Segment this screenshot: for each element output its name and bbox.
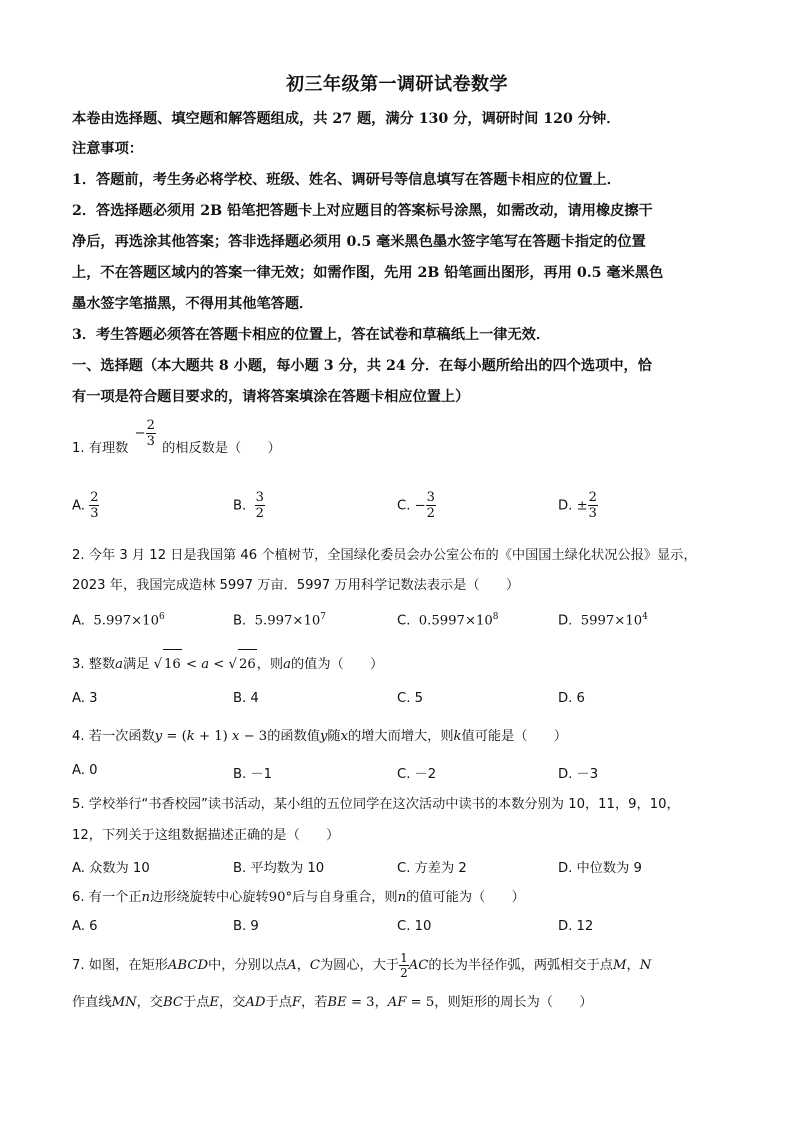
question-4-option-a: A. 0 <box>72 763 98 778</box>
question-3-option-d: D. 6 <box>558 691 585 706</box>
question-2-line-1: 2. 今年 3 月 12 日是我国第 46 个植树节，全国绿化委员会办公室公布的《中国国土绿化状况公报》显示， <box>72 548 697 563</box>
question-4-option-c: C. －2 <box>397 767 437 782</box>
notice-item-1: 1．答题前，考生务必将学校、班级、姓名、调研号等信息填写在答题卡相应的位置上． <box>72 172 621 188</box>
notice-item-2-line-3: 上，不在答题区域内的答案一律无效；如需作图，先用 2B 铅笔画出图形，再用 0.5 毫米黑色 <box>72 265 664 281</box>
question-7-line-2: 作直线MN，交BC于点E，交AD于点F，若BE = 3，AF = 5，则矩形的周长为（ ） <box>72 995 593 1010</box>
question-5-line-2: 12，下列关于这组数据描述正确的是（ ） <box>72 828 340 843</box>
question-1-option-b: B. $\frac{3}{2}$ <box>233 490 264 521</box>
question-1-option-c: C. − $\frac{3}{2}$ <box>397 490 435 521</box>
intro-line: 本卷由选择题、填空题和解答题组成，共 27 题，满分 130 分，调研时间 120 分钟． <box>72 111 621 127</box>
question-3-option-c: C. 5 <box>397 691 423 706</box>
section-header-line-2: 有一项是符合题目要求的，请将答案填涂在答题卡相应位置上） <box>72 389 470 405</box>
question-2-option-b: B. $5.997\times 10^7$ <box>233 612 326 629</box>
question-5-option-d: D. 中位数为 9 <box>558 861 642 876</box>
question-3-inequality: √ 16 < a < √ 26 <box>154 657 257 672</box>
question-4-function: y = (k + 1) x − 3 <box>154 729 268 744</box>
question-3-option-a: A. 3 <box>72 691 98 706</box>
question-6-option-a: A. 6 <box>72 919 98 934</box>
question-6-option-c: C. 10 <box>397 919 432 934</box>
question-5-option-c: C. 方差为 2 <box>397 861 467 876</box>
question-1-stem-start: 1. 有理数 <box>72 441 129 456</box>
question-1-stem-end: 的相反数是（ ） <box>162 441 281 456</box>
question-1-option-d: D. ± $\frac{2}{3}$ <box>558 490 597 521</box>
section-header-line-1: 一、选择题（本大题共 8 小题，每小题 3 分，共 24 分．在每小题所给出的四个选项中，恰 <box>72 358 652 374</box>
notice-heading: 注意事项： <box>72 141 143 157</box>
question-6-option-b: B. 9 <box>233 919 259 934</box>
question-2-option-d: D. $5997\times 10^4$ <box>558 612 648 629</box>
question-1 <box>72 417 732 469</box>
question-1-option-a: A. $\frac{2}{3}$ <box>72 490 99 521</box>
question-2-line-2: 2023 年，我国完成造林 5997 万亩．5997 万用科学记数法表示是（ ） <box>72 578 520 593</box>
question-2-option-a: A. $5.997\times 10^6$ <box>72 612 165 629</box>
question-6-option-d: D. 12 <box>558 919 594 934</box>
question-4-option-d: D. －3 <box>558 767 599 782</box>
question-7-line-1: 7. 如图，在矩形ABCD中，分别以点A，C为圆心，大于 $\frac{1}{2}$ AC的长为半径作弧，两弧相交于点M，N <box>72 950 652 980</box>
page-title: 初三年级第一调研试卷数学 <box>286 74 508 95</box>
notice-item-2-line-4: 墨水签字笔描黑，不得用其他笔答题． <box>72 296 314 312</box>
question-4: 4. 若一次函数y = (k + 1) x − 3的函数值y随x的增大而增大，则k值可能是（ ） <box>72 729 568 744</box>
notice-item-2-line-1: 2．答选择题必须用 2B 铅笔把答题卡上对应题目的答案标号涂黑，如需改动，请用橡皮擦干 <box>72 203 653 219</box>
question-4-option-b: B. －1 <box>233 767 273 782</box>
question-3: 3. 整数a满足 √ 16 < a < √ 26，则a的值为（ ） <box>72 649 732 679</box>
question-5-line-1: 5. 学校举行“书香校园”读书活动，某小组的五位同学在这次活动中读书的本数分别为 10，11，9，10， <box>72 797 680 812</box>
question-3-option-b: B. 4 <box>233 691 259 706</box>
question-5-option-a: A. 众数为 10 <box>72 861 150 876</box>
question-1-expression: − $\frac{2}{3}$ <box>134 417 155 449</box>
notice-item-3: 3．考生答题必须答在答题卡相应的位置上，答在试卷和草稿纸上一律无效． <box>72 327 551 343</box>
question-5-option-b: B. 平均数为 10 <box>233 861 325 876</box>
question-2-option-c: C. $0.5997\times 10^8$ <box>397 612 499 629</box>
question-6: 6. 有一个正n边形绕旋转中心旋转90°后与自身重合，则n的值可能为（ ） <box>72 890 525 905</box>
notice-item-2-line-2: 净后，再选涂其他答案；答非选择题必须用 0.5 毫米黑色墨水签字笔写在答题卡指定的位置 <box>72 234 646 250</box>
